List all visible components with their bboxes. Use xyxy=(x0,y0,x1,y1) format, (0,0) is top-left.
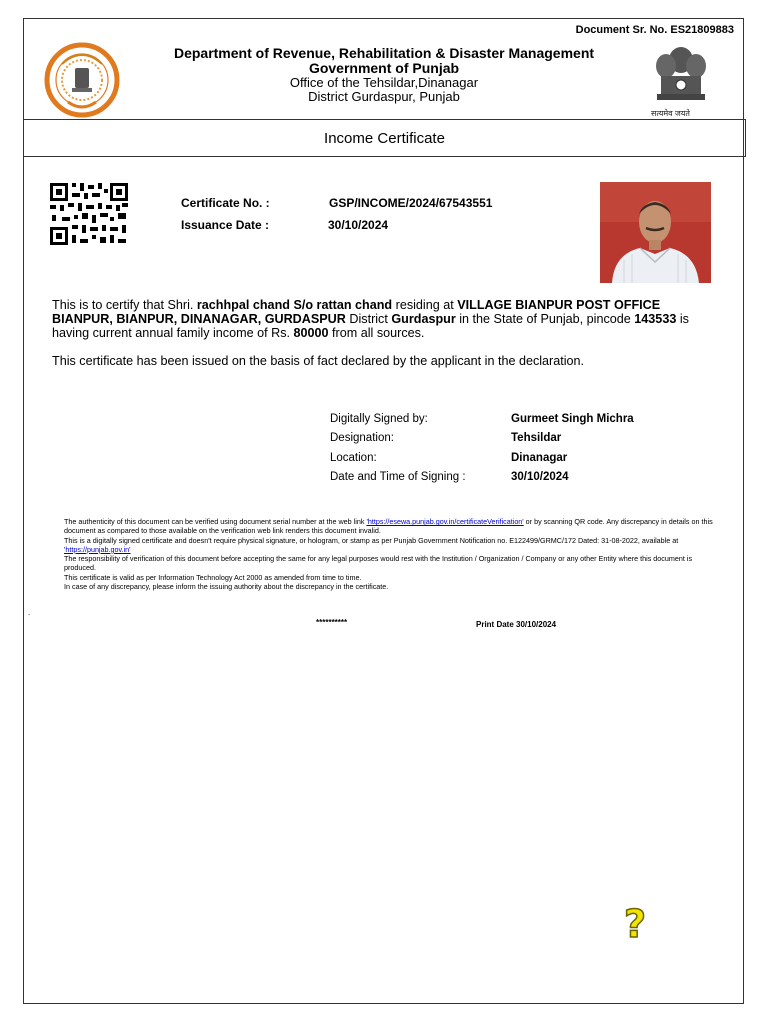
applicant-name: rachhpal chand S/o rattan chand xyxy=(196,298,393,312)
statement-sources: from all sources. xyxy=(328,326,425,340)
signed-by-value: Gurmeet Singh Michra xyxy=(511,413,634,425)
footer-verification-text: The authenticity of this document can be verified using document serial number at the web link xyxy=(64,517,367,526)
basis-statement: This certificate has been issued on the basis of fact declared by the applicant in the declaration. xyxy=(52,354,585,368)
footer-responsibility-note: The responsibility of verification of this document before accepting the same for any legal purposes would rest with the Institution / Organization / Company or any other Entity where this document is produced. xyxy=(64,554,693,573)
certificate-number-label: Certificate No. : xyxy=(181,196,270,210)
help-question-icon[interactable]: ? xyxy=(624,902,647,946)
applicant-pincode: 143533 xyxy=(634,312,677,326)
qr-code-icon[interactable] xyxy=(48,181,130,247)
statement-district: District xyxy=(345,312,392,326)
statement-income: is having current annual family income of Rs. xyxy=(52,312,689,340)
applicant-address: VILLAGE BIANPUR POST OFFICE BIANPUR, BIANPUR, DINANAGAR, GURDASPUR xyxy=(52,298,661,326)
verification-link[interactable]: 'https://esewa.punjab.gov.in/certificateVerification' xyxy=(366,517,524,526)
print-date: Print Date 30/10/2024 xyxy=(476,620,557,629)
certificate-number-value: GSP/INCOME/2024/67543551 xyxy=(329,196,493,210)
certificate-title: Income Certificate xyxy=(324,130,445,147)
footer-signature-note xyxy=(64,536,716,555)
office-heading: Office of the Tehsildar,Dinanagar xyxy=(289,75,479,90)
signed-by-label: Digitally Signed by: xyxy=(330,413,428,425)
statement-residing: residing at xyxy=(392,298,458,312)
footer-discrepancy-note: In case of any discrepancy, please inform the issuing authority about the discrepancy in the certificate. xyxy=(64,582,389,592)
footer-signature-text: This is a digitally signed certificate and doesn't require physical signature, or hologram, or stamp as per Punjab Government Notification no. E122499/GRMC/172 Dated: 31-08-2022, available at xyxy=(64,535,679,545)
footer-verification-text-2: or by scanning QR code. Any discrepancy in details on this document as compared to those available on the verification web link renders this document invalid. xyxy=(64,517,713,536)
title-band xyxy=(23,119,746,157)
designation-label: Designation: xyxy=(330,432,394,444)
certificate-frame xyxy=(23,18,744,1004)
certification-statement xyxy=(52,298,712,340)
applicant-income: 80000 xyxy=(293,326,329,340)
signing-datetime-label: Date and Time of Signing : xyxy=(330,471,466,483)
issuance-date-label: Issuance Date : xyxy=(181,218,270,232)
location-label: Location: xyxy=(330,452,377,464)
issuance-date-value: 30/10/2024 xyxy=(328,218,389,232)
designation-value: Tehsildar xyxy=(511,432,562,444)
statement-intro: This is to certify that Shri. xyxy=(52,298,197,312)
applicant-photo xyxy=(600,182,711,283)
footer-verification-note xyxy=(64,517,716,536)
footer-validity-note: This certificate is valid as per Information Technology Act 2000 as amended from time to time. xyxy=(64,572,362,582)
applicant-district: Gurdaspur xyxy=(391,312,456,326)
page-dot: . xyxy=(28,608,31,617)
signing-datetime-value: 30/10/2024 xyxy=(511,471,569,483)
emblem-motto: सत्यमेव जयते xyxy=(651,109,690,118)
statement-state: in the State of Punjab, pincode xyxy=(455,312,635,326)
certificate-header xyxy=(24,40,744,118)
document-serial: Document Sr. No. ES21809883 xyxy=(575,24,734,36)
department-heading: Department of Revenue, Rehabilitation & Disaster Management xyxy=(173,45,595,61)
location-value: Dinanagar xyxy=(511,452,568,464)
government-heading: Government of Punjab xyxy=(308,60,460,76)
end-marker: ********** xyxy=(316,618,348,627)
punjab-gov-link[interactable]: 'https://punjab.gov.in' xyxy=(64,544,131,554)
district-heading: District Gurdaspur, Punjab xyxy=(308,89,460,104)
footer-notes xyxy=(64,517,716,591)
